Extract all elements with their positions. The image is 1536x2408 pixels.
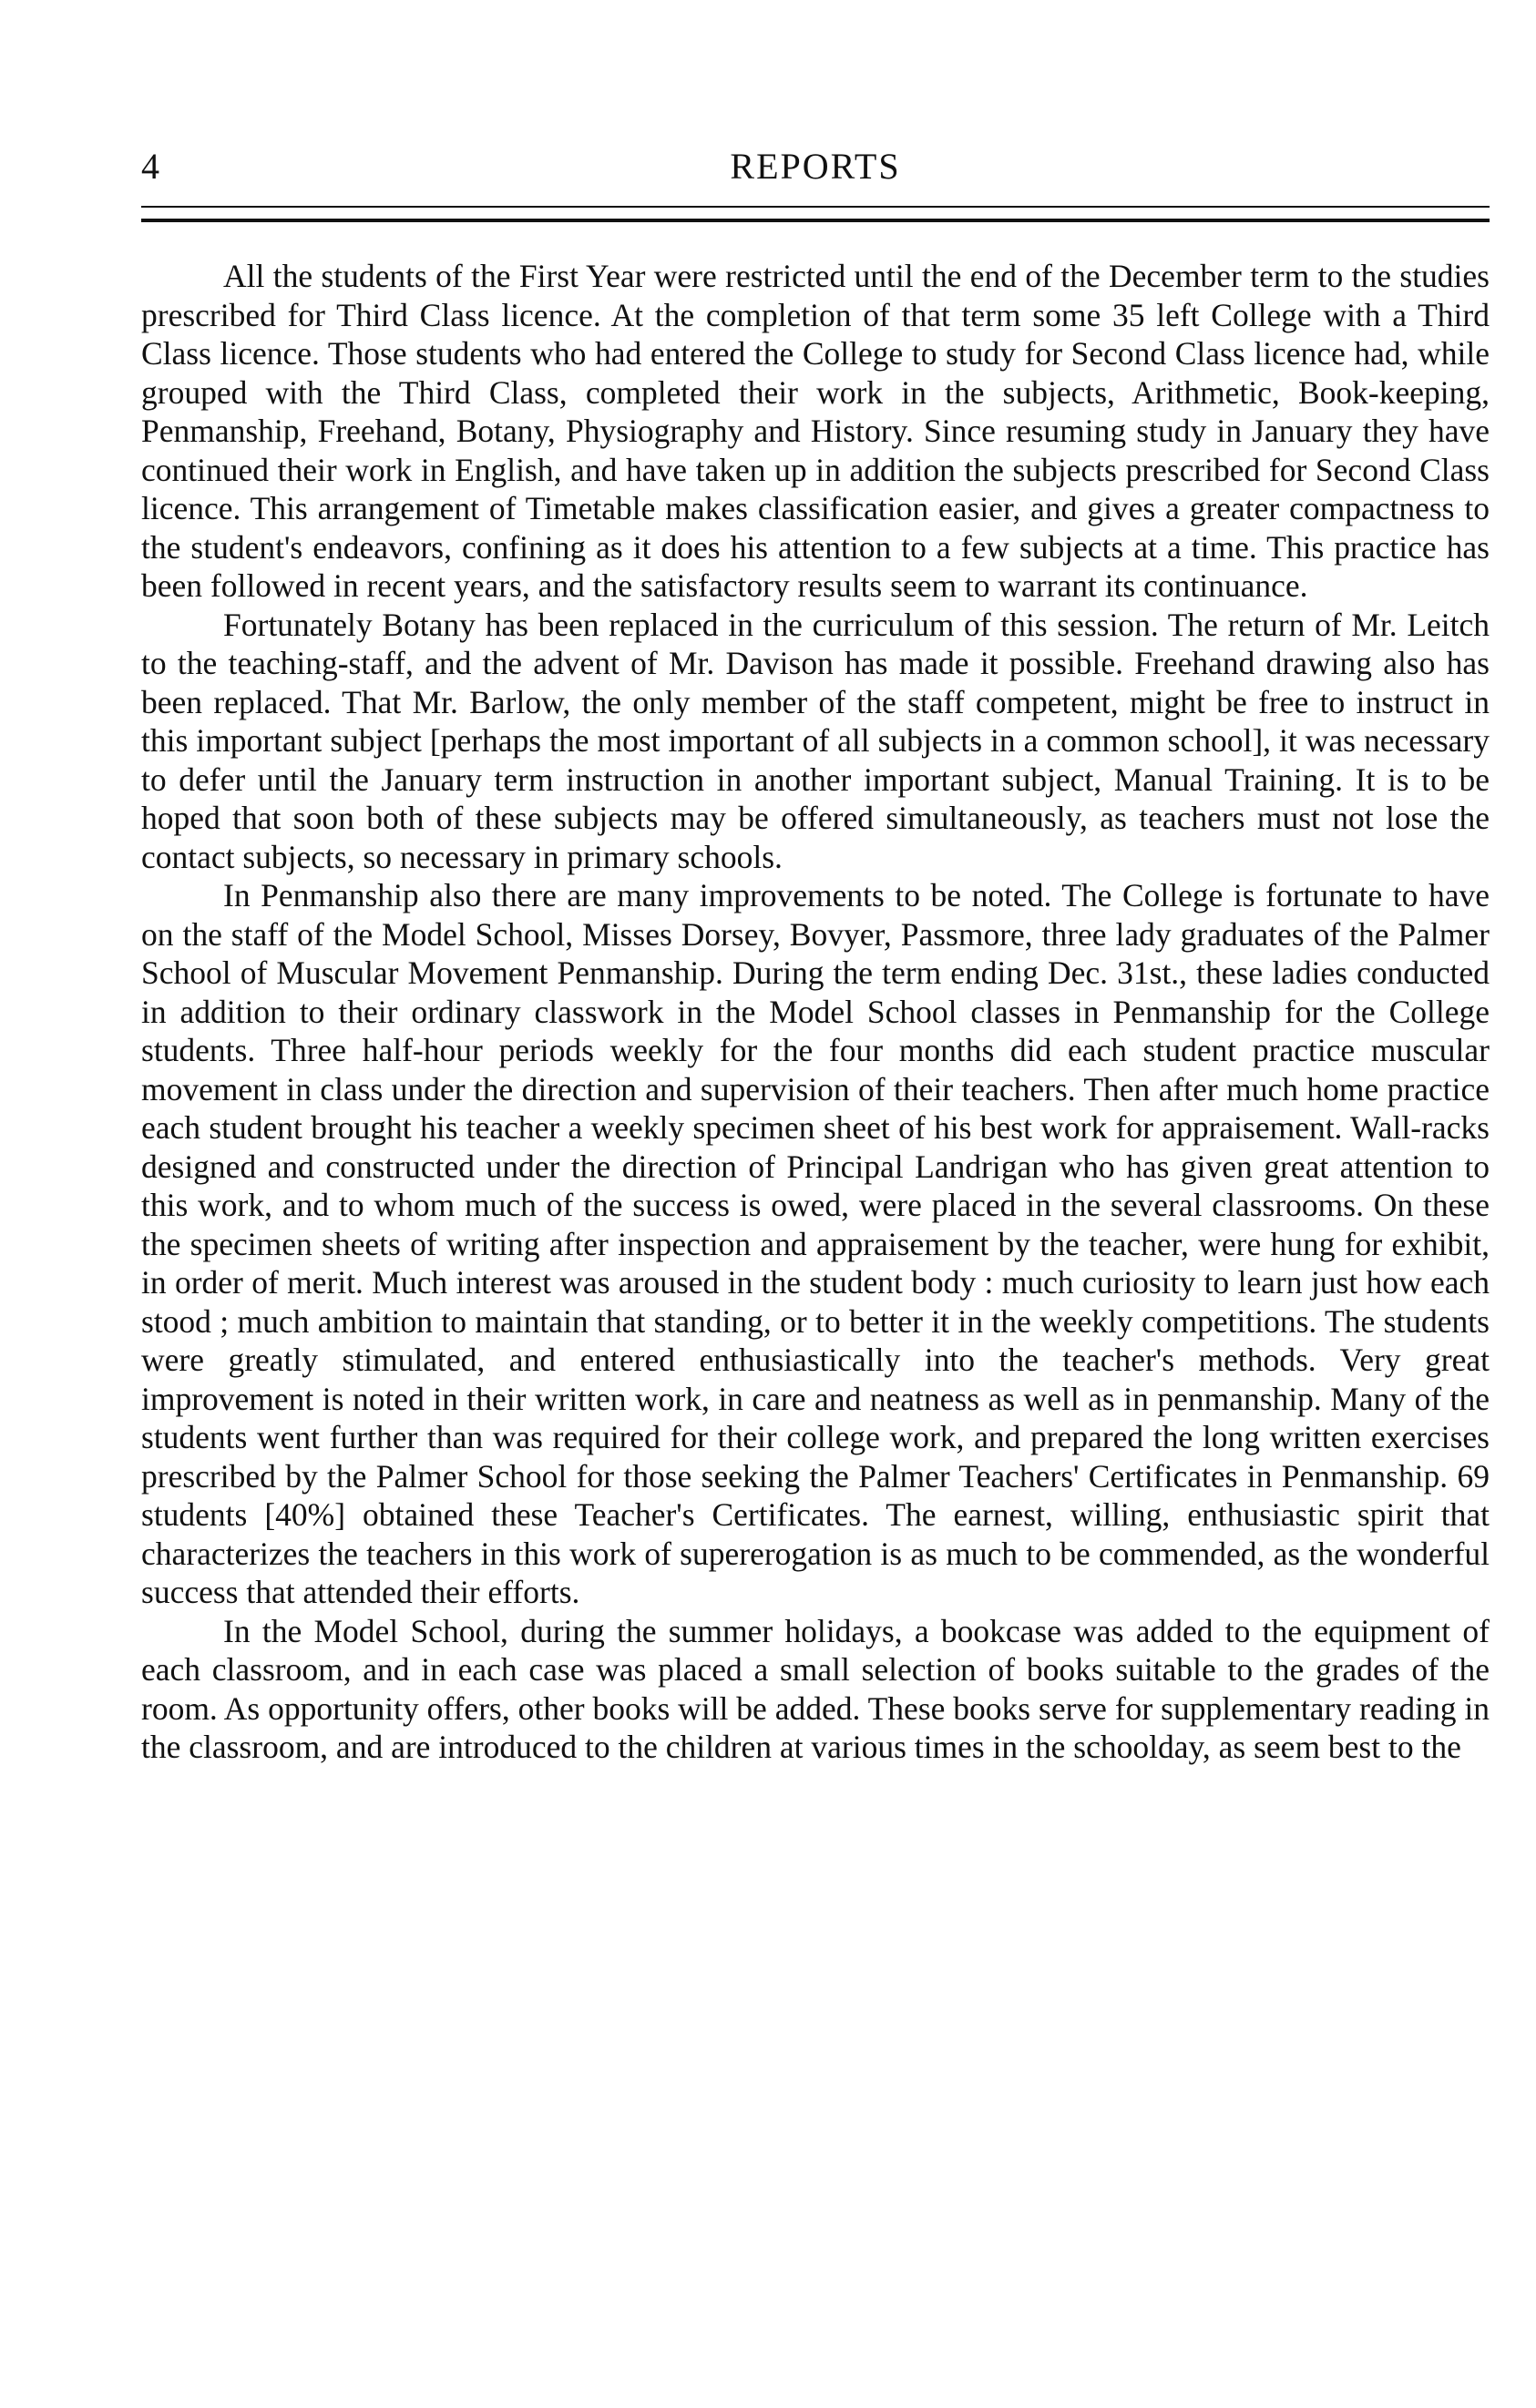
header-rule-thin (141, 206, 1490, 208)
body-text (141, 257, 1490, 1767)
page-number: 4 (141, 146, 159, 187)
paragraph-first-year: All the students of the First Year were restricted until the end of the December term to the studies prescribed for Third Class licence. At the completion of that term some 35 left College with a Third Class licence. Those students who had entered the College to study for Second Class licence had, while grouped with the Third Class, completed their work in the subjects, Arithmetic, Book-keeping, Penmanship, Freehand, Botany, Physiography and History. Since resuming study in January they have continued their work in English, and have taken up in addition the subjects prescribed for Second Class licence. This arrangement of Timetable makes classification easier, and gives a greater compactness to the student's endeavors, confining as it does his attention to a few subjects at a time. This practice has been followed in recent years, and the satisfactory results seem to warrant its continuance. (141, 258, 1490, 604)
running-head: REPORTS (730, 146, 901, 187)
paragraph-penmanship: In Penmanship also there are many improvements to be noted. The College is fortunate to have on the staff of the Model School, Misses Dorsey, Bovyer, Passmore, three lady graduates of the Palmer School of Muscular Movement Penmanship. During the term ending Dec. 31st., these ladies conducted in addition to their ordinary classwork in the Model School classes in Penmanship for the College students. Three half-hour periods weekly for the four months did each student practice muscular movement in class under the direction and supervision of their teachers. Then after much home practice each student brought his teacher a weekly specimen sheet of his best work for appraisement. Wall-racks designed and constructed under the direction of Principal Landrigan who has given great attention to this work, and to whom much of the success is owed, were placed in the several classrooms. On these the specimen sheets of writing after inspection and appraisement by the teacher, were hung for exhibit, in order of merit. Much interest was aroused in the student body : much curiosity to learn just how each stood ; much ambition to maintain that standing, or to better it in the weekly competitions. The students were greatly stimulated, and entered enthusiastically into the teacher's methods. Very great improvement is noted in their written work, in care and neatness as well as in penmanship. Many of the students went further than was required for their college work, and prepared the long written exercises prescribed by the Palmer School for those seeking the Palmer Teachers' Certificates in Penmanship. 69 students [40%] obtained these Teacher's Certificates. The earnest, willing, enthusiastic spirit that characterizes the teachers in this work of supererogation is as much to be commended, as the wonderful success that attended their efforts. (141, 877, 1490, 1610)
header-rule-thick (141, 219, 1490, 222)
paragraph-model-school: In the Model School, during the summer holidays, a bookcase was added to the equipment of each classroom, and in each case was placed a small selection of books suitable to the grades of the room. As opportunity offers, other books will be added. These books serve for supplementary reading in the classroom, and are introduced to the children at various times in the schoolday, as seem best to the (141, 1612, 1490, 1765)
paragraph-botany: Fortunately Botany has been replaced in the curriculum of this session. The return of Mr. Leitch to the teaching-staff, and the advent of Mr. Davison has made it possible. Freehand drawing also has been replaced. That Mr. Barlow, the only member of the staff competent, might be free to instruct in this important subject [perhaps the most important of all subjects in a common school], it was necessary to defer until the January term instruction in another important subject, Manual Training. It is to be hoped that soon both of these subjects may be offered simultaneously, as teachers must not lose the contact subjects, so necessary in primary schools. (141, 606, 1490, 875)
page-header (141, 144, 1490, 189)
